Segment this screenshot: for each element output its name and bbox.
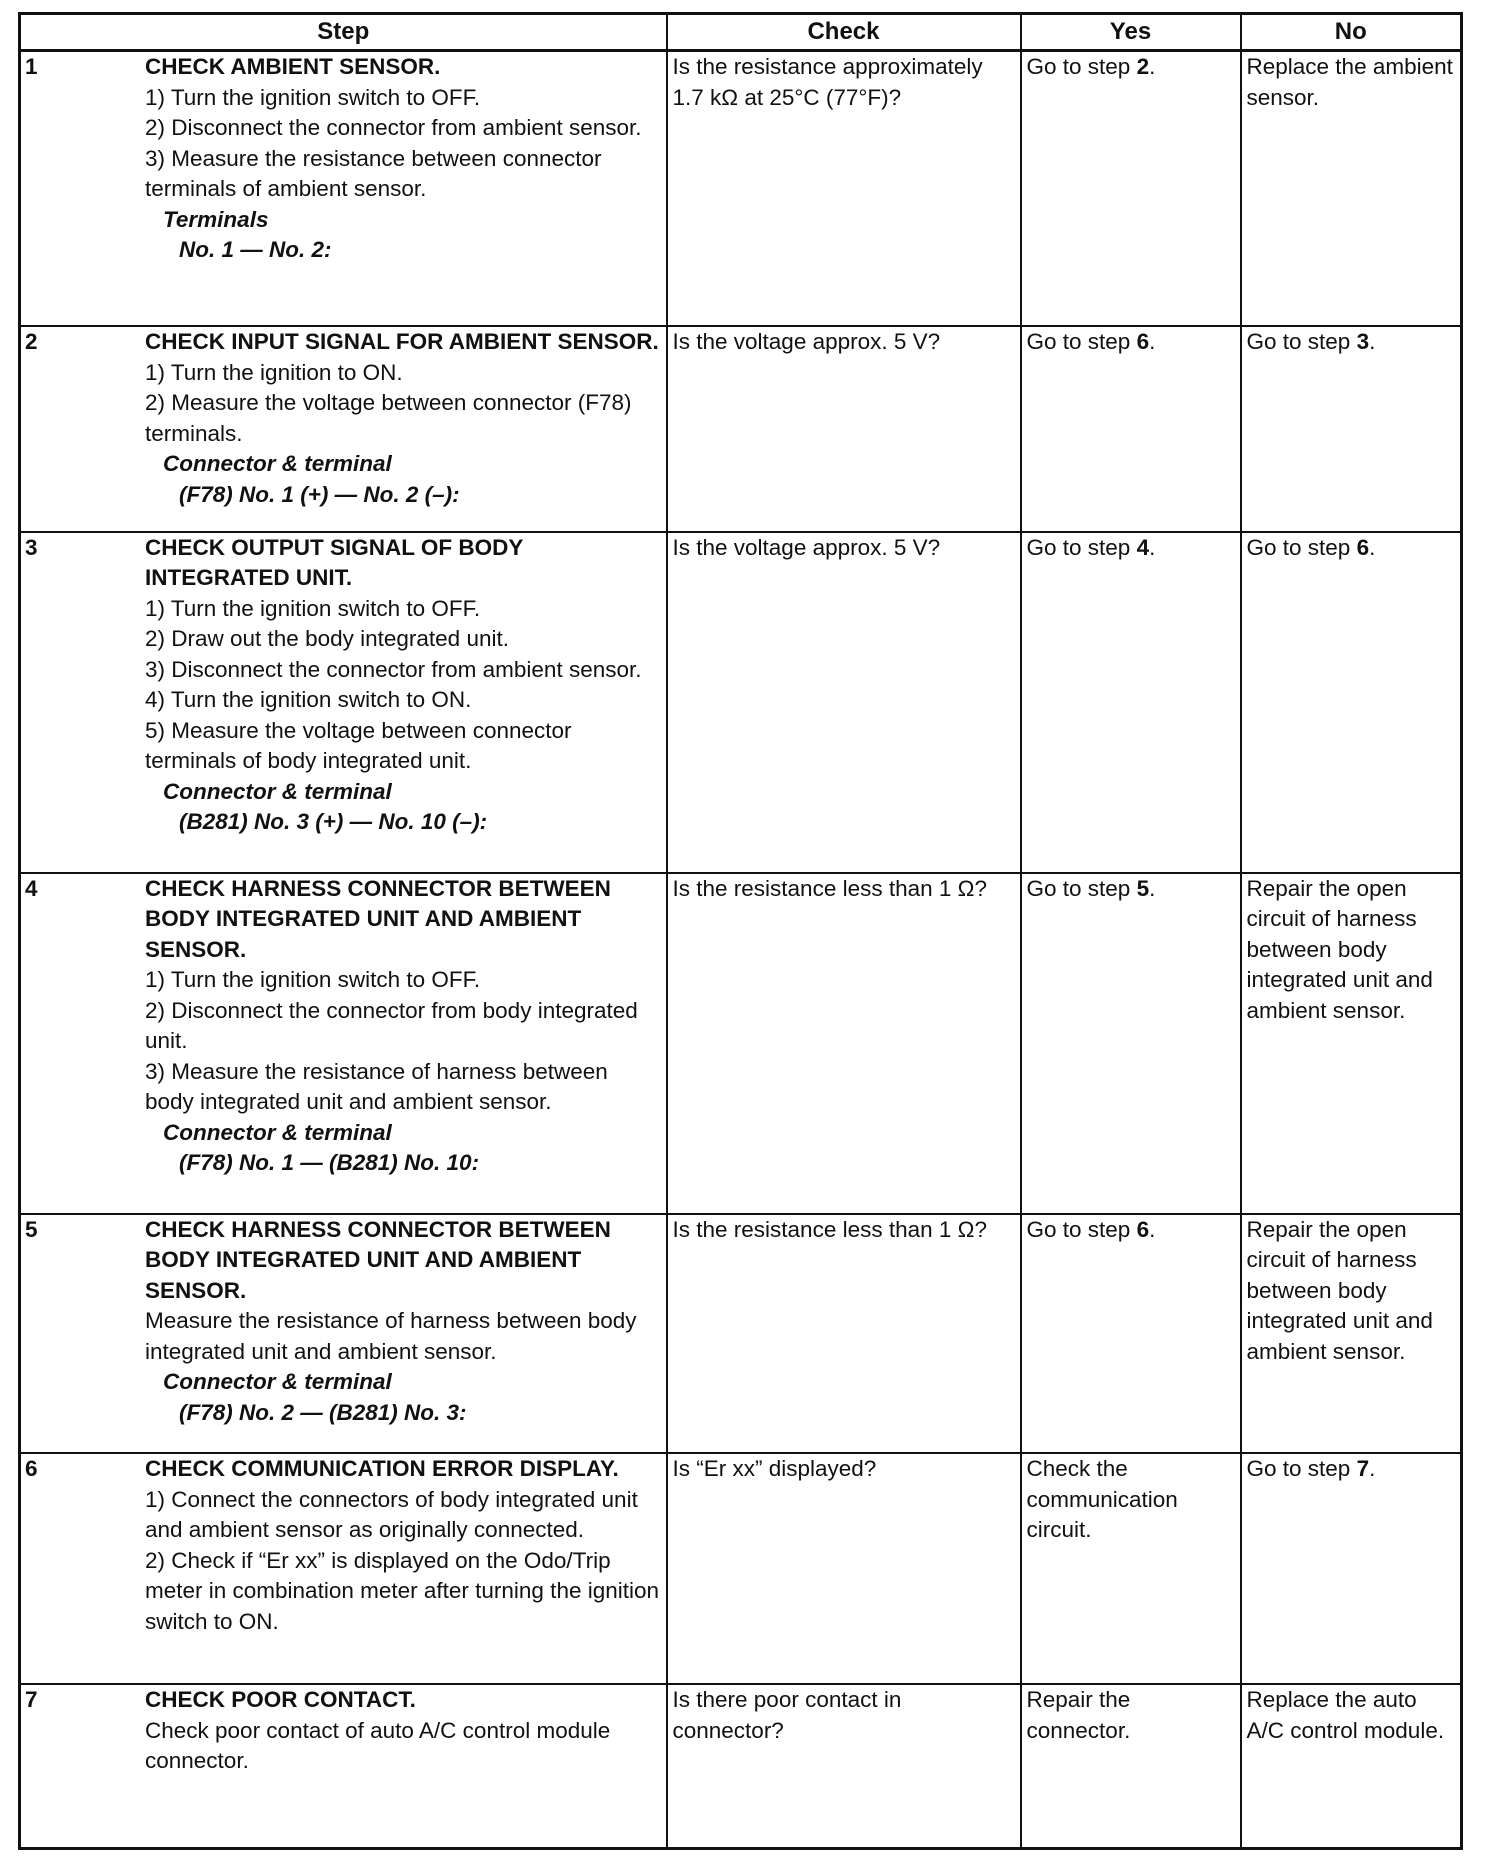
- instruction-line: 3) Disconnect the connector from ambient sensor.: [145, 656, 642, 682]
- header-yes: Yes: [1021, 14, 1241, 51]
- yes-action: [1022, 52, 1240, 83]
- yes-text: Go to step: [1026, 875, 1137, 901]
- step-instructions: [145, 965, 662, 1118]
- table-row: [20, 532, 1462, 873]
- no-action: [1242, 533, 1461, 564]
- yes-suffix: .: [1149, 54, 1156, 79]
- no-cell: [1241, 1684, 1462, 1848]
- step-cell: [20, 1453, 667, 1684]
- no-text: Repair the open circuit of harness between body integrated unit and ambient sensor.: [1246, 875, 1433, 1023]
- table-row: [20, 1684, 1462, 1848]
- step-number: 5: [25, 1216, 38, 1242]
- step-title: CHECK POOR CONTACT.: [145, 1687, 416, 1713]
- spec-label: Connector & terminal: [163, 451, 392, 476]
- step-title: CHECK INPUT SIGNAL FOR AMBIENT SENSOR.: [145, 329, 659, 354]
- step-number: 4: [25, 875, 38, 901]
- step-instructions: [145, 1485, 662, 1638]
- yes-cell: [1021, 1684, 1241, 1848]
- yes-step-ref: 2: [1136, 54, 1150, 79]
- spec-value: No. 1 — No. 2:: [179, 237, 332, 262]
- yes-cell: [1021, 1214, 1241, 1453]
- instruction-line: 4) Turn the ignition switch to ON.: [145, 687, 472, 713]
- instruction-line: 2) Disconnect the connector from body integrated unit.: [145, 997, 638, 1054]
- step-instructions: [145, 594, 662, 777]
- spec-value: (F78) No. 2 — (B281) No. 3:: [179, 1399, 467, 1425]
- no-text: Go to step: [1246, 329, 1357, 354]
- no-cell: [1241, 1214, 1462, 1453]
- yes-action: [1022, 1215, 1240, 1246]
- check-cell: [667, 326, 1021, 532]
- step-body: [145, 533, 666, 838]
- instruction-line: 5) Measure the voltage between connector terminals of body integrated unit.: [145, 717, 572, 774]
- check-question: Is the resistance less than 1 Ω?: [672, 1216, 987, 1242]
- spec-value: (F78) No. 1 (+) — No. 2 (–):: [179, 481, 460, 507]
- instruction-line: Check poor contact of auto A/C control module connector.: [145, 1717, 611, 1774]
- step-instructions: [145, 83, 662, 205]
- header-no: No: [1241, 14, 1462, 51]
- check-question: Is “Er xx” displayed?: [672, 1456, 877, 1481]
- check-cell: [667, 873, 1021, 1214]
- yes-text: Go to step: [1026, 329, 1137, 354]
- yes-action: [1022, 874, 1240, 905]
- step-title: CHECK OUTPUT SIGNAL OF BODY INTEGRATED UNIT.: [145, 534, 523, 591]
- spec-value: (F78) No. 1 — (B281) No. 10:: [179, 1150, 480, 1176]
- yes-action: [1022, 1685, 1240, 1746]
- step-body: [145, 874, 666, 1179]
- step-cell: [20, 51, 667, 327]
- no-action: [1242, 327, 1461, 358]
- no-cell: [1241, 1453, 1462, 1684]
- no-step-ref: 3: [1356, 329, 1370, 354]
- step-body: [145, 1685, 666, 1777]
- no-action: [1242, 1215, 1461, 1368]
- yes-suffix: .: [1149, 534, 1156, 560]
- yes-action: [1022, 327, 1240, 358]
- diagnostic-table: [18, 12, 1463, 1850]
- check-question: Is the voltage approx. 5 V?: [672, 534, 941, 560]
- yes-text: Go to step: [1026, 1216, 1137, 1242]
- check-question: Is the voltage approx. 5 V?: [672, 329, 941, 354]
- step-body: [145, 1454, 666, 1637]
- instruction-line: 2) Disconnect the connector from ambient sensor.: [145, 115, 642, 140]
- yes-cell: [1021, 532, 1241, 873]
- step-number: 2: [25, 329, 38, 354]
- instruction-line: 2) Measure the voltage between connector (F78) terminals.: [145, 390, 632, 446]
- step-title: CHECK AMBIENT SENSOR.: [145, 54, 441, 79]
- check-question: Is the resistance less than 1 Ω?: [672, 875, 987, 901]
- step-cell: [20, 532, 667, 873]
- yes-action: [1022, 533, 1240, 564]
- no-text: Replace the auto A/C control module.: [1246, 1687, 1445, 1743]
- header-check: Check: [667, 14, 1021, 51]
- no-action: [1242, 1454, 1461, 1485]
- spec-label: Connector & terminal: [163, 1119, 392, 1145]
- instruction-line: 1) Turn the ignition switch to OFF.: [145, 84, 481, 110]
- no-text: Go to step: [1246, 534, 1357, 560]
- yes-step-ref: 5: [1136, 875, 1150, 901]
- step-body: [145, 1215, 666, 1429]
- check-cell: [667, 532, 1021, 873]
- no-action: [1242, 874, 1461, 1027]
- yes-cell: [1021, 873, 1241, 1214]
- check-cell: [667, 1684, 1021, 1848]
- no-text: Go to step: [1246, 1456, 1357, 1481]
- check-cell: [667, 1214, 1021, 1453]
- yes-text: Check the communication circuit.: [1026, 1456, 1178, 1542]
- step-cell: [20, 1684, 667, 1848]
- no-step-ref: 6: [1356, 534, 1370, 560]
- no-cell: [1241, 532, 1462, 873]
- no-text: Repair the open circuit of harness between body integrated unit and ambient sensor.: [1246, 1216, 1433, 1364]
- table-header-row: [20, 14, 1462, 51]
- check-cell: [667, 51, 1021, 327]
- yes-suffix: .: [1149, 1216, 1156, 1242]
- no-cell: [1241, 51, 1462, 327]
- no-action: [1242, 52, 1461, 113]
- yes-step-ref: 6: [1136, 329, 1150, 354]
- check-question: Is the resistance approximately 1.7 kΩ at 25°C (77°F)?: [672, 54, 983, 110]
- header-step: Step: [20, 14, 667, 51]
- yes-action: [1022, 1454, 1240, 1546]
- step-instructions: [145, 1306, 662, 1367]
- instruction-line: 1) Turn the ignition to ON.: [145, 359, 403, 385]
- no-text: Replace the ambient sensor.: [1246, 54, 1453, 110]
- step-instructions: [145, 358, 662, 450]
- no-step-ref: 7: [1356, 1456, 1370, 1481]
- instruction-line: 1) Turn the ignition switch to OFF.: [145, 967, 481, 993]
- yes-text: Repair the connector.: [1026, 1687, 1131, 1743]
- no-cell: [1241, 873, 1462, 1214]
- step-cell: [20, 873, 667, 1214]
- instruction-line: 3) Measure the resistance of harness between body integrated unit and ambient sensor.: [145, 1058, 608, 1115]
- spec-label: Connector & terminal: [163, 1369, 392, 1395]
- instruction-line: Measure the resistance of harness between body integrated unit and ambient sensor.: [145, 1308, 637, 1364]
- table-row: [20, 1453, 1462, 1684]
- no-suffix: .: [1369, 329, 1376, 354]
- diagnostic-procedure-sheet: [18, 12, 1460, 1850]
- yes-suffix: .: [1149, 875, 1156, 901]
- yes-cell: [1021, 51, 1241, 327]
- step-cell: [20, 326, 667, 532]
- yes-cell: [1021, 1453, 1241, 1684]
- check-cell: [667, 1453, 1021, 1684]
- step-number: 3: [25, 534, 38, 560]
- spec-label: Connector & terminal: [163, 778, 392, 804]
- spec-label: Terminals: [163, 206, 269, 232]
- step-number: 7: [25, 1687, 38, 1713]
- step-body: [145, 327, 666, 510]
- step-number: 1: [25, 54, 38, 79]
- check-question: Is there poor contact in connector?: [672, 1687, 902, 1743]
- step-body: [145, 52, 666, 266]
- yes-step-ref: 4: [1136, 534, 1150, 560]
- instruction-line: 2) Draw out the body integrated unit.: [145, 626, 509, 652]
- spec-value: (B281) No. 3 (+) — No. 10 (–):: [179, 809, 488, 835]
- table-row: [20, 873, 1462, 1214]
- table-row: [20, 1214, 1462, 1453]
- instruction-line: 2) Check if “Er xx” is displayed on the Odo/Trip meter in combination meter after turning the ignition switch to ON.: [145, 1547, 660, 1634]
- instruction-line: 3) Measure the resistance between connector terminals of ambient sensor.: [145, 145, 602, 201]
- no-cell: [1241, 326, 1462, 532]
- table-row: [20, 51, 1462, 327]
- table-row: [20, 326, 1462, 532]
- yes-suffix: .: [1149, 329, 1156, 354]
- step-title: CHECK COMMUNICATION ERROR DISPLAY.: [145, 1456, 619, 1481]
- step-number: 6: [25, 1456, 38, 1481]
- yes-cell: [1021, 326, 1241, 532]
- yes-text: Go to step: [1026, 54, 1137, 79]
- no-suffix: .: [1369, 534, 1376, 560]
- no-action: [1242, 1685, 1461, 1746]
- instruction-line: 1) Turn the ignition switch to OFF.: [145, 595, 481, 621]
- step-title: CHECK HARNESS CONNECTOR BETWEEN BODY INTEGRATED UNIT AND AMBIENT SENSOR.: [145, 1216, 611, 1303]
- yes-step-ref: 6: [1136, 1216, 1150, 1242]
- step-title: CHECK HARNESS CONNECTOR BETWEEN BODY INTEGRATED UNIT AND AMBIENT SENSOR.: [145, 875, 611, 962]
- instruction-line: 1) Connect the connectors of body integrated unit and ambient sensor as originally connected.: [145, 1486, 638, 1542]
- yes-text: Go to step: [1026, 534, 1137, 560]
- step-instructions: [145, 1716, 662, 1777]
- step-cell: [20, 1214, 667, 1453]
- no-suffix: .: [1369, 1456, 1376, 1481]
